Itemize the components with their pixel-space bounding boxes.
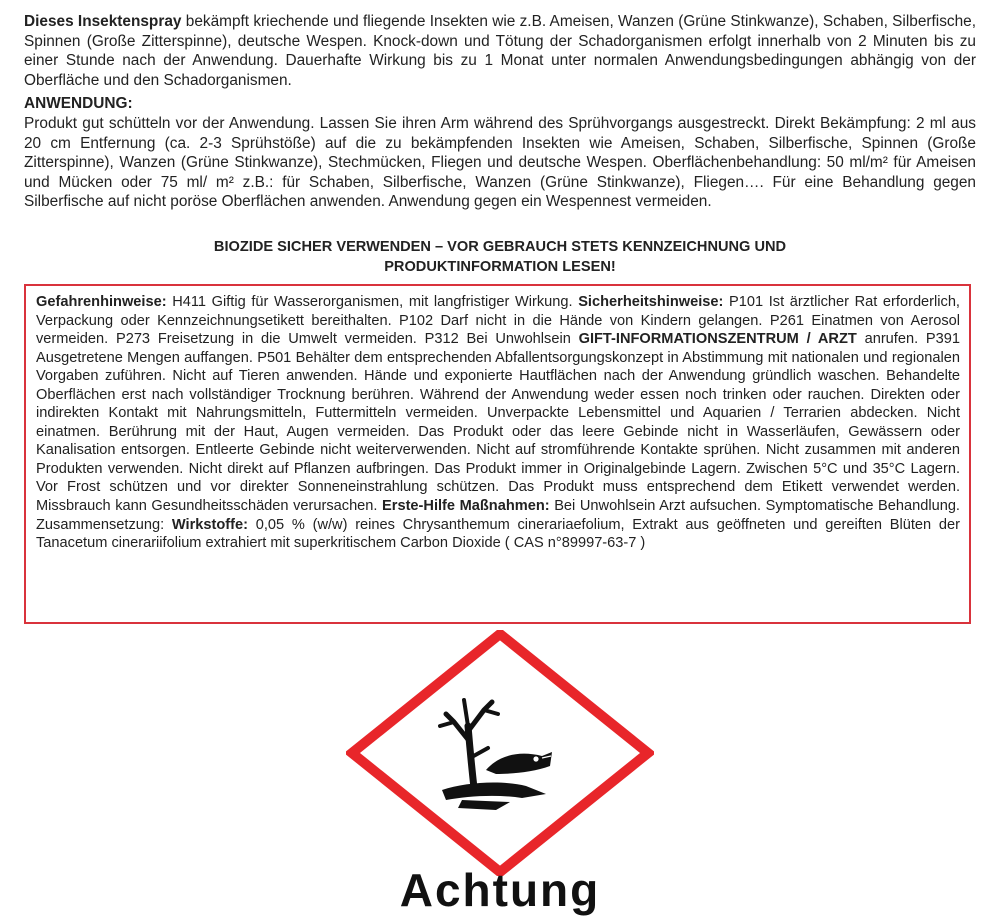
erste-hilfe-text: Bei Unwohlsein Arzt aufsuchen. Symptomatische Behandlung. Zusammensetzung: — [36, 498, 960, 533]
anwendung-text: Produkt gut schütteln vor der Anwendung. Lassen Sie ihren Arm während des Sprühvorgangs ausgestreckt. Direkt Bekämpfung: 2 ml aus 20 cm Entfernung (ca. 2-3 Sprühstöße) auf die zu bekämpfenden Insekten wie Ameisen, Schaben, Silberfische, Spinnen (Große Zitterspinne), Wanzen (Grüne Stinkwanze), Stechmücken, Fliegen und deutsche Wespen. Oberflächenbehandlung: 50 ml/m² für Ameisen und Mücken oder 75 ml/ m² z.B.: für Schaben, Silberfische, Wanzen (Grüne Stinkwanze), Fliegen…. Für eine Behandlung gegen Silberfische auf nicht poröse Oberflächen anwenden. Anwendung gegen ein Wespennest vermeiden. — [24, 114, 976, 211]
hazard-paragraph — [36, 293, 960, 553]
intro-section — [24, 12, 976, 212]
biocide-warning-line-1: BIOZIDE SICHER VERWENDEN – VOR GEBRAUCH STETS KENNZEICHNUNG UND — [213, 239, 787, 255]
erste-hilfe-label: Erste-Hilfe Maßnahmen: — [382, 498, 550, 515]
intro-text: bekämpft kriechende und fliegende Insekten wie z.B. Ameisen, Wanzen (Grüne Stinkwanze), Schaben, Silberfische, Spinnen (Große Zitterspinne), deutsche Wespen. Knock-down und Tötung der Schadorganismen erfolgt innerhalb von 2 Minuten bis zu einer Stunde nach der Anwendung. Dauerhafte Wirkung bis zu 1 Monat unter normalen Anwendungsbedingungen abhängig von der Oberfläche und den Schadorganismen. — [24, 13, 976, 89]
wirkstoffe-label: Wirkstoffe: — [171, 516, 248, 533]
anwendung-heading: ANWENDUNG: — [24, 95, 133, 113]
signal-word: Achtung — [399, 864, 601, 916]
pictogram-diamond — [352, 634, 648, 872]
wirkstoffe-text: 0,05 % (w/w) reines Chrysanthemum cinerariaefolium, Extrakt aus geöffneten und gereiften Blüten der Tanacetum cinerariifolium extrahiert mit superkritischem Carbon Dioxide ( CAS n°89997-63-7 ) — [36, 516, 960, 552]
sicher-label: Sicherheitshinweise: — [578, 294, 724, 310]
intro-paragraph — [24, 12, 976, 90]
gefahr-text: H411 Giftig für Wasserorganismen, mit langfristiger Wirkung. — [166, 294, 579, 310]
biocide-warning — [24, 238, 976, 277]
intro-lead: Dieses Insektenspray — [24, 13, 182, 30]
hazard-box — [24, 284, 971, 624]
gift-text: anrufen. P391 Ausgetretene Mengen auffangen. P501 Behälter dem entsprechenden Abfallentsorgungskonzept in Abstimmung mit nationalen und regionalen Vorgaben zuführen. Nicht auf Tieren anwenden. Hände und exponierte Hautflächen nach der Anwendung gründlich waschen. Behandelte Oberflächen erst nach vollständiger Trocknung berühren. Während der Anwendung weder essen noch trinken oder rauchen. Direkten oder indirekten Kontakt mit Nahrungsmitteln, Futtermitteln vermeiden. Unverpackte Lebensmittel und Aquarien / Terrarien abdecken. Nicht einatmen. Berührung mit der Haut, Augen vermeiden. Das Produkt oder das leere Gebinde nicht in Wasserläufen, Gewässern oder Kanalisation entsorgen. Entleerte Gebinde nicht weiterverwenden. Nicht auf stromführende Kontakte sprühen. Nicht zusammen mit anderen Produkten verwenden. Nicht direkt auf Pflanzen aufbringen. Das Produkt immer in Originalgebinde Lagern. Zwischen 5°C und 35°C Lagern. Vor Frost schützen und vor direkter Sonneneinstrahlung schützen. Das Produkt muss entsprechend dem Etikett verwendet werden. Missbrauch kann Gesundheitsschäden verursachen. — [36, 331, 961, 515]
sicher-text: P101 Ist ärztlicher Rat erforderlich, Verpackung oder Kennzeichnungsetikett bereithalten. P102 Darf nicht in die Hände von Kindern gelangen. P261 Einatmen von Aerosol vermeiden. P273 Freisetzung in die Umwelt vermeiden. P312 Bei Unwohlsein — [36, 294, 960, 348]
ghs09-environment-hazard-icon — [346, 630, 654, 876]
biocide-warning-line-2: PRODUKTINFORMATION LESEN! — [384, 258, 616, 275]
gefahr-label: Gefahrenhinweise: — [36, 294, 167, 310]
gift-label: GIFT-INFORMATIONSZENTRUM / ARZT — [578, 331, 857, 348]
